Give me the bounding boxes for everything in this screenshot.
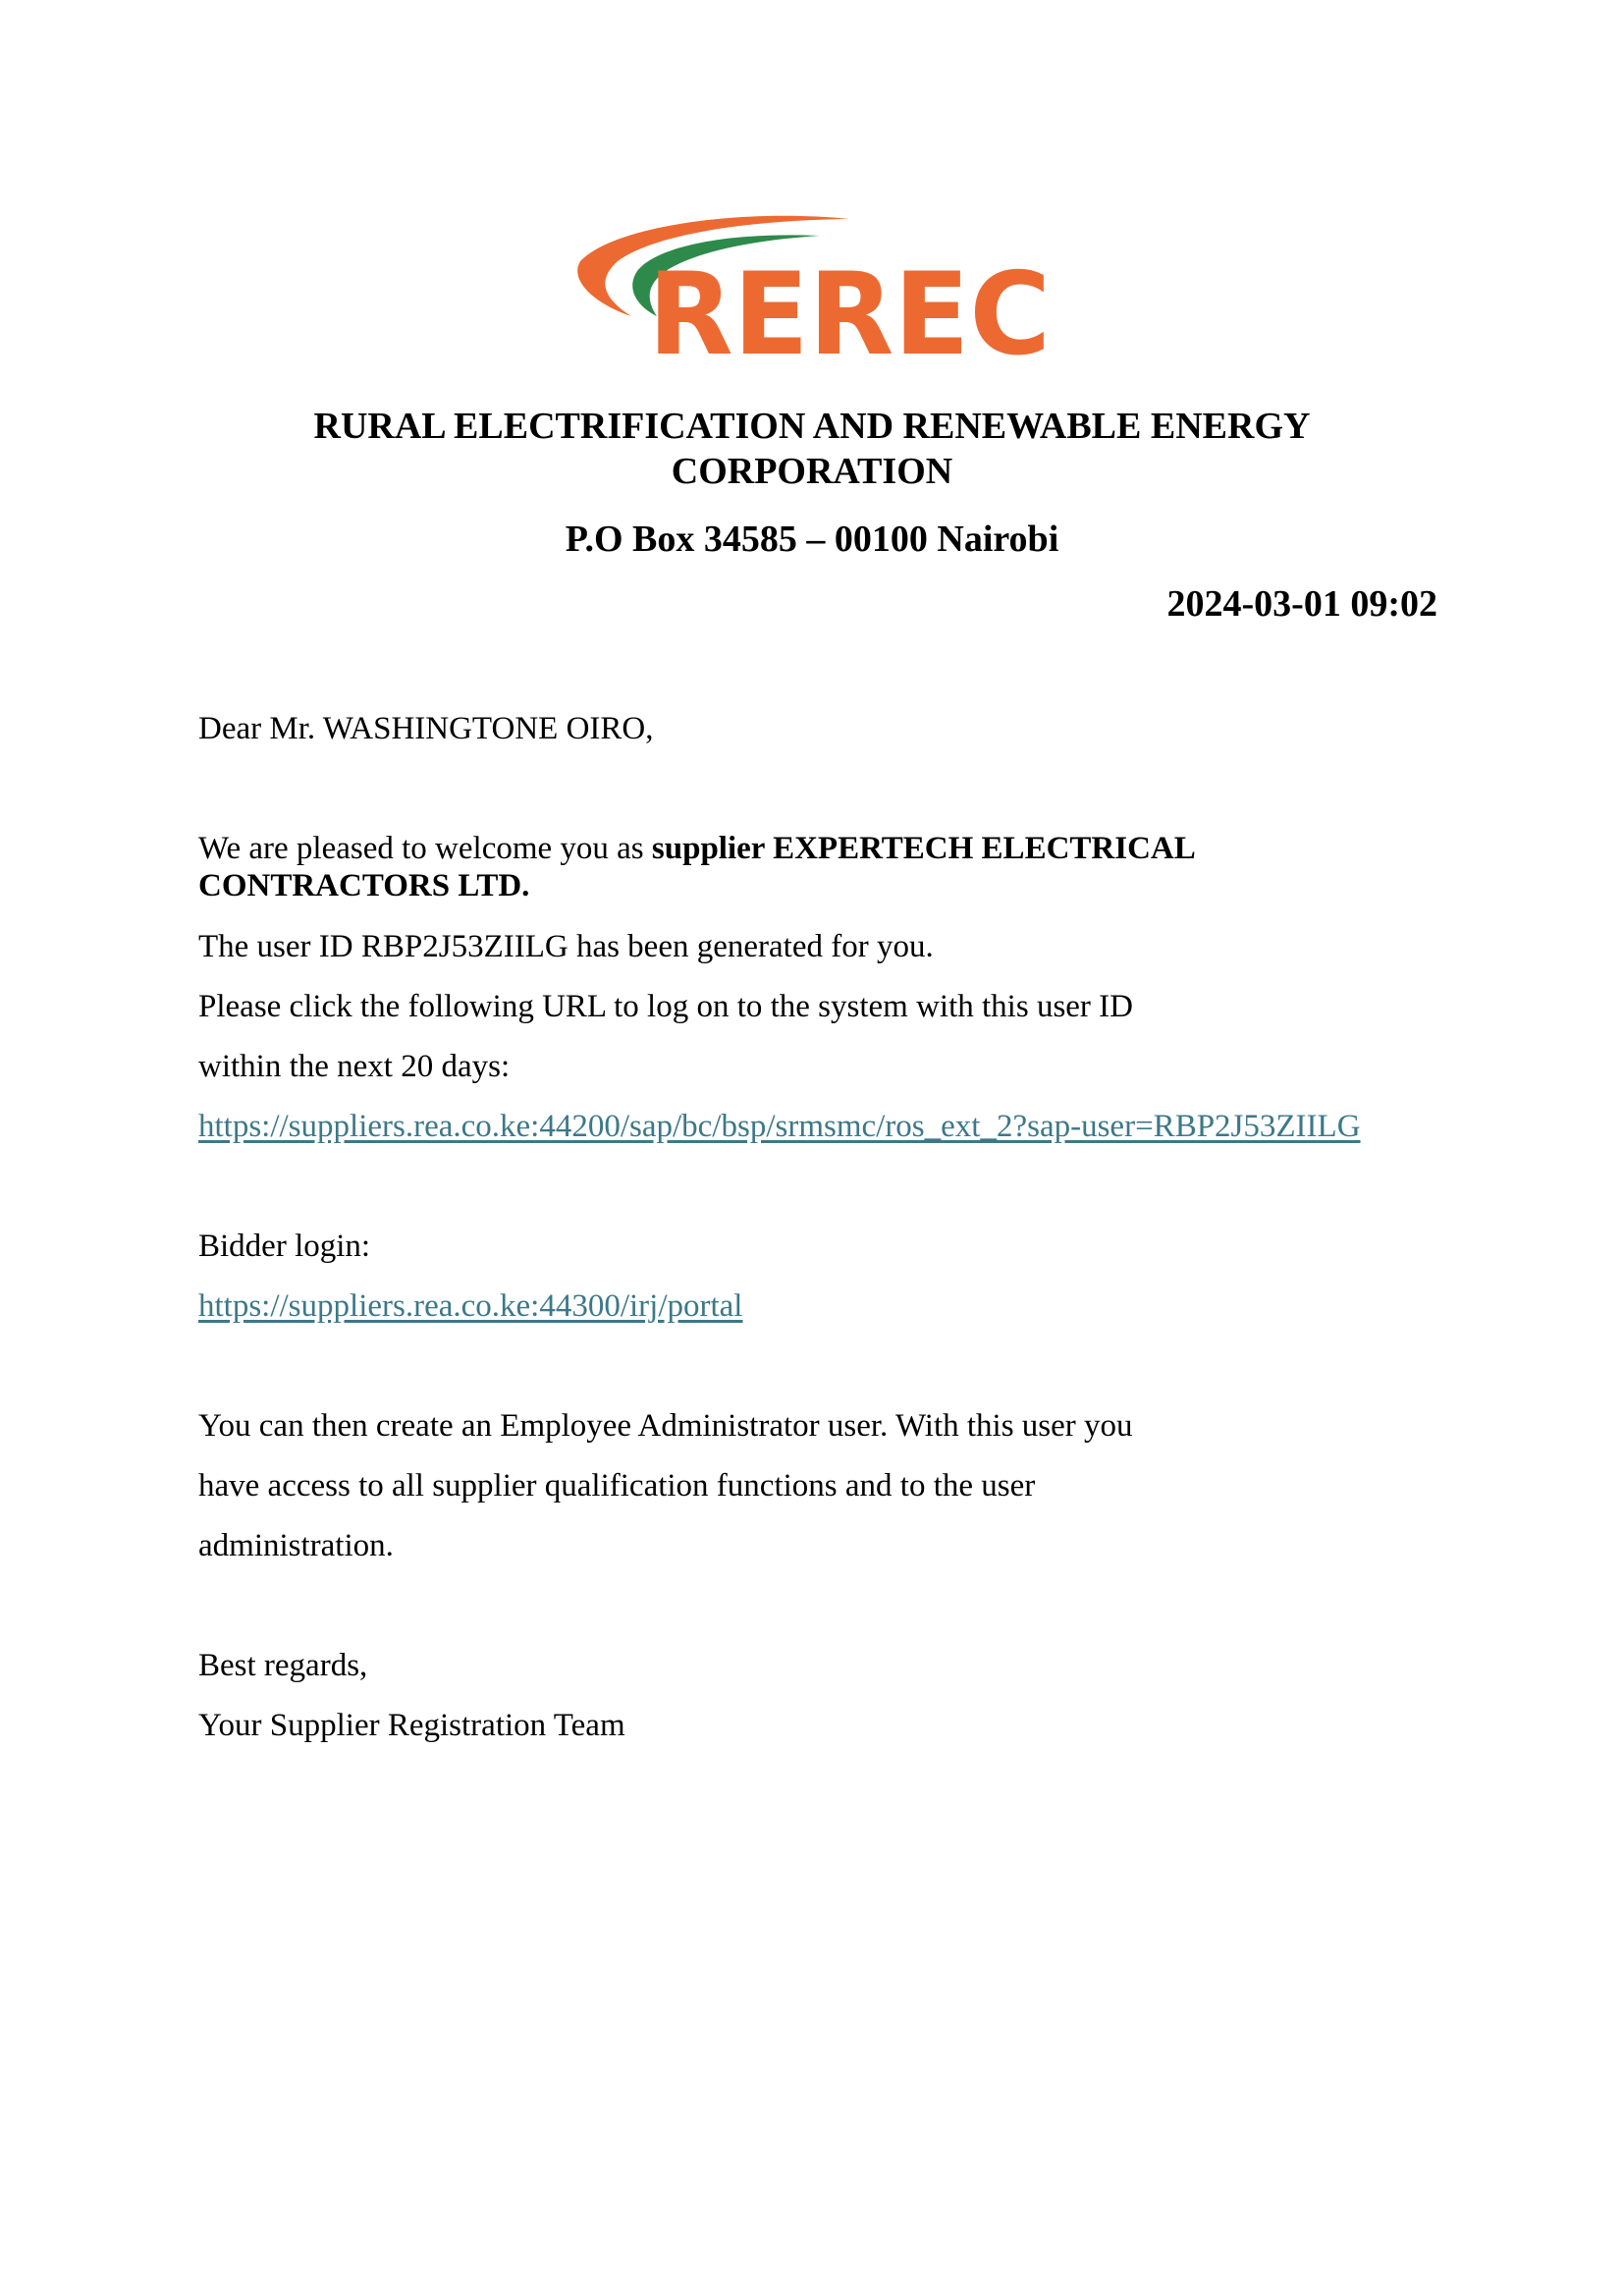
registration-url-link[interactable]: https://suppliers.rea.co.ke:44200/sap/bc/bsp/srmsmc/ros_ext_2?sap-user=RBP2J53ZIILG <box>198 1109 1361 1144</box>
admin-info-line-3: administration. <box>198 1528 394 1563</box>
supplier-name-continued: CONTRACTORS LTD. <box>198 868 530 903</box>
user-id-line: The user ID RBP2J53ZIILG has been generated for you. <box>198 929 934 964</box>
signature: Your Supplier Registration Team <box>198 1708 625 1743</box>
organization-name <box>223 404 1401 494</box>
welcome-line <box>198 829 1196 868</box>
salutation: Dear Mr. WASHINGTONE OIRO, <box>198 711 654 746</box>
bidder-login-label: Bidder login: <box>198 1229 371 1264</box>
admin-info-line-1: You can then create an Employee Administrator user. With this user you <box>198 1408 1133 1444</box>
logo-text: REREC <box>648 248 1051 359</box>
welcome-line-2 <box>198 866 529 905</box>
supplier-name: supplier EXPERTECH ELECTRICAL <box>651 831 1196 866</box>
letter-datetime: 2024-03-01 09:02 <box>1166 583 1437 625</box>
organization-name-line2: CORPORATION <box>671 451 953 492</box>
closing: Best regards, <box>198 1648 368 1683</box>
organization-name-line1: RURAL ELECTRIFICATION AND RENEWABLE ENERGY <box>313 406 1311 447</box>
welcome-prefix: We are pleased to welcome you as <box>198 831 652 866</box>
postal-address: P.O Box 34585 – 00100 Nairobi <box>565 519 1059 560</box>
admin-info-line-2: have access to all supplier qualification functions and to the user <box>198 1468 1036 1503</box>
rerec-logo <box>574 214 1060 359</box>
bidder-portal-link[interactable]: https://suppliers.rea.co.ke:44300/irj/portal <box>198 1288 743 1324</box>
instruction-line-2: within the next 20 days: <box>198 1049 511 1084</box>
instruction-line-1: Please click the following URL to log on to the system with this user ID <box>198 989 1133 1024</box>
